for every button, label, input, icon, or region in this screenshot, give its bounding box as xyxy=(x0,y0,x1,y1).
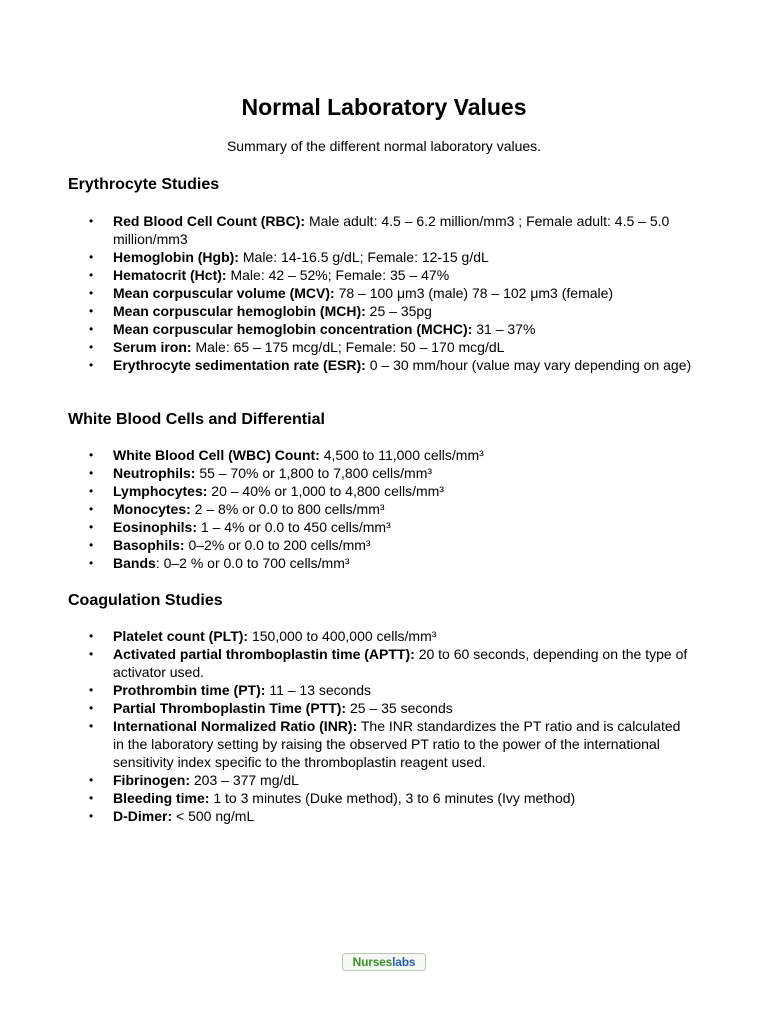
item-term: Mean corpuscular hemoglobin concentration (MCHC): xyxy=(113,321,473,337)
logo-part-labs: labs xyxy=(392,955,416,969)
item-text: Male: 14-16.5 g/dL; Female: 12-15 g/dL xyxy=(238,249,489,265)
item-text: 1 – 4% or 0.0 to 450 cells/mm³ xyxy=(197,519,391,535)
list-item xyxy=(68,482,693,500)
item-term: White Blood Cell (WBC) Count: xyxy=(113,447,320,463)
list-item xyxy=(68,554,693,572)
bullet-icon: • xyxy=(89,773,94,787)
item-term: Hematocrit (Hct): xyxy=(113,267,227,283)
list-item xyxy=(68,302,693,320)
list-item xyxy=(68,681,693,699)
list-item xyxy=(68,627,693,645)
section-erythrocyte-studies xyxy=(68,175,708,373)
bullet-icon: • xyxy=(89,286,94,300)
item-text: 20 – 40% or 1,000 to 4,800 cells/mm³ xyxy=(207,483,444,499)
list-item xyxy=(68,284,693,302)
list-item xyxy=(68,771,693,789)
coagulation-list xyxy=(68,627,693,825)
item-text: 25 – 35pg xyxy=(365,303,432,319)
bullet-icon: • xyxy=(89,358,94,372)
bullet-icon: • xyxy=(89,322,94,336)
item-text: : 0–2 % or 0.0 to 700 cells/mm³ xyxy=(155,555,350,571)
item-term: Mean corpuscular hemoglobin (MCH): xyxy=(113,303,366,319)
item-term: Partial Thromboplastin Time (PTT): xyxy=(113,700,347,716)
item-term: Basophils: xyxy=(113,537,185,553)
list-item xyxy=(68,266,693,284)
item-text: Male: 65 – 175 mcg/dL; Female: 50 – 170 mcg/dL xyxy=(191,339,505,355)
section-heading: Erythrocyte Studies xyxy=(68,176,220,193)
list-item xyxy=(68,320,693,338)
bullet-icon: • xyxy=(89,809,94,823)
item-term: Red Blood Cell Count (RBC): xyxy=(113,213,306,229)
bullet-icon: • xyxy=(89,214,94,228)
item-text: 55 – 70% or 1,800 to 7,800 cells/mm³ xyxy=(195,465,433,481)
item-term: Activated partial thromboplastin time (APTT): xyxy=(113,646,415,662)
bullet-icon: • xyxy=(89,466,94,480)
item-term: Bands xyxy=(113,555,156,571)
item-text: 25 – 35 seconds xyxy=(346,700,453,716)
bullet-icon: • xyxy=(89,683,94,697)
list-item xyxy=(68,789,693,807)
list-item xyxy=(68,446,693,464)
item-text: Male: 42 – 52%; Female: 35 – 47% xyxy=(226,267,450,283)
erythrocyte-list xyxy=(68,212,693,374)
bullet-icon: • xyxy=(89,629,94,643)
bullet-icon: • xyxy=(89,791,94,805)
item-term: Platelet count (PLT): xyxy=(113,628,249,644)
item-term: Hemoglobin (Hgb): xyxy=(113,249,239,265)
bullet-icon: • xyxy=(89,304,94,318)
section-white-blood-cells xyxy=(68,410,708,571)
bullet-icon: • xyxy=(89,250,94,264)
section-coagulation-studies xyxy=(68,591,708,824)
item-text: 11 – 13 seconds xyxy=(265,682,372,698)
list-item xyxy=(68,536,693,554)
list-item xyxy=(68,356,693,374)
bullet-icon: • xyxy=(89,556,94,570)
list-item xyxy=(68,717,693,771)
bullet-icon: • xyxy=(89,502,94,516)
item-term: Eosinophils: xyxy=(113,519,197,535)
bullet-icon: • xyxy=(89,647,94,661)
item-text: Male adult: 4.5 – 6.2 million/mm3 ; Female adult: 4.5 – 5.0 million/mm3 xyxy=(113,213,670,247)
page-title: Normal Laboratory Values xyxy=(241,94,527,120)
item-term: Erythrocyte sedimentation rate (ESR): xyxy=(113,357,366,373)
list-item xyxy=(68,212,693,248)
item-text: 78 – 100 μm3 (male) 78 – 102 μm3 (female) xyxy=(334,285,614,301)
list-item xyxy=(68,518,693,536)
bullet-icon: • xyxy=(89,538,94,552)
logo-part-nurses: Nurses xyxy=(352,955,393,969)
item-text: 1 to 3 minutes (Duke method), 3 to 6 minutes (Ivy method) xyxy=(209,790,576,806)
item-term: Neutrophils: xyxy=(113,465,196,481)
item-text: 4,500 to 11,000 cells/mm³ xyxy=(319,447,484,463)
item-text: 203 – 377 mg/dL xyxy=(190,772,299,788)
bullet-icon: • xyxy=(89,448,94,462)
list-item xyxy=(68,699,693,717)
list-item xyxy=(68,338,693,356)
wbc-list xyxy=(68,446,693,572)
item-text: 2 – 8% or 0.0 to 800 cells/mm³ xyxy=(190,501,385,517)
item-term: Prothrombin time (PT): xyxy=(113,682,266,698)
list-item xyxy=(68,464,693,482)
bullet-icon: • xyxy=(89,268,94,282)
item-text: < 500 ng/mL xyxy=(172,808,255,824)
item-term: Fibrinogen: xyxy=(113,772,190,788)
bullet-icon: • xyxy=(89,719,94,733)
item-term: Serum iron: xyxy=(113,339,192,355)
section-heading: Coagulation Studies xyxy=(68,592,223,609)
item-term: Monocytes: xyxy=(113,501,191,517)
item-term: Lymphocytes: xyxy=(113,483,208,499)
item-text: 31 – 37% xyxy=(472,321,536,337)
bullet-icon: • xyxy=(89,484,94,498)
item-term: Mean corpuscular volume (MCV): xyxy=(113,285,335,301)
item-term: International Normalized Ratio (INR): xyxy=(113,718,358,734)
list-item xyxy=(68,500,693,518)
section-heading: White Blood Cells and Differential xyxy=(68,411,325,428)
bullet-icon: • xyxy=(89,520,94,534)
bullet-icon: • xyxy=(89,340,94,354)
list-item xyxy=(68,248,693,266)
item-text: 150,000 to 400,000 cells/mm³ xyxy=(248,628,437,644)
nurseslabs-logo xyxy=(342,953,426,971)
item-text: 0 – 30 mm/hour (value may vary depending on age) xyxy=(365,357,692,373)
item-term: Bleeding time: xyxy=(113,790,210,806)
bullet-icon: • xyxy=(89,701,94,715)
page-subtitle: Summary of the different normal laboratory values. xyxy=(226,138,542,154)
item-term: D-Dimer: xyxy=(113,808,173,824)
list-item xyxy=(68,645,693,681)
list-item xyxy=(68,807,693,825)
item-text: 20 to 60 seconds, depending on the type of activator used. xyxy=(113,646,688,680)
item-text: 0–2% or 0.0 to 200 cells/mm³ xyxy=(184,537,371,553)
item-text: The INR standardizes the PT ratio and is calculated in the laboratory setting by raising the observed PT ratio to the power of the international sensitivity index specific to the thromboplastin reagent used. xyxy=(113,718,681,770)
